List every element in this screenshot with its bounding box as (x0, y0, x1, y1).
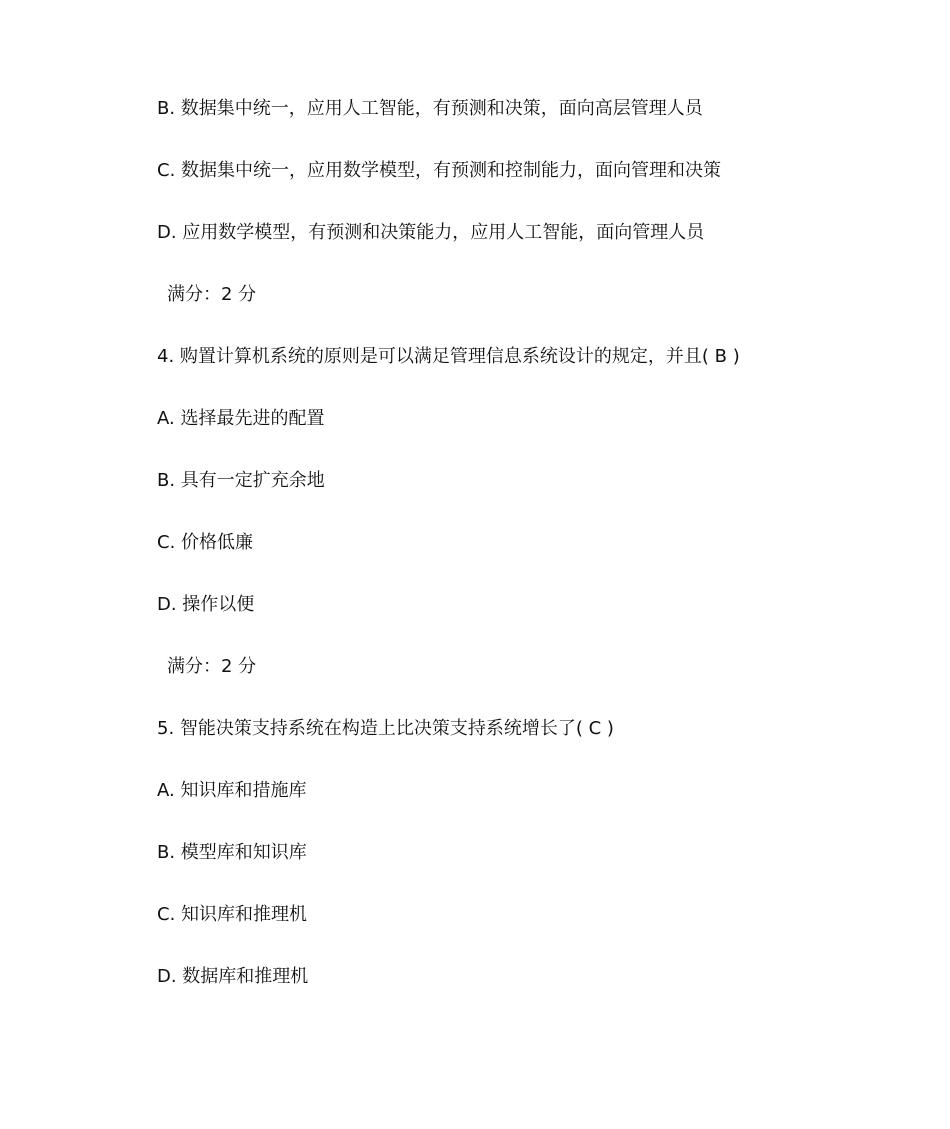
q5-option-c: C. 知识库和推理机 (157, 904, 308, 925)
q5-option-a: A. 知识库和措施库 (157, 780, 307, 801)
q3-option-c: C. 数据集中统一，应用数学模型，有预测和控制能力，面向管理和决策 (157, 160, 722, 181)
q4-question: 4. 购置计算机系统的原则是可以满足管理信息系统设计的规定，并且( B ) (157, 346, 740, 367)
q4-option-a: A. 选择最先进的配置 (157, 408, 325, 429)
q3-option-d: D. 应用数学模型，有预测和决策能力，应用人工智能，面向管理人员 (157, 222, 705, 243)
q4-option-c: C. 价格低廉 (157, 532, 254, 553)
q5-option-d: D. 数据库和推理机 (157, 966, 309, 987)
q4-option-b: B. 具有一定扩充余地 (157, 470, 325, 491)
q3-score: 满分：2 分 (167, 284, 257, 305)
q5-option-b: B. 模型库和知识库 (157, 842, 307, 863)
q4-option-d: D. 操作以便 (157, 594, 255, 615)
q4-score: 满分：2 分 (167, 656, 257, 677)
q3-option-b: B. 数据集中统一，应用人工智能，有预测和决策，面向高层管理人员 (157, 98, 703, 119)
q5-question: 5. 智能决策支持系统在构造上比决策支持系统增长了( C ) (157, 718, 614, 739)
